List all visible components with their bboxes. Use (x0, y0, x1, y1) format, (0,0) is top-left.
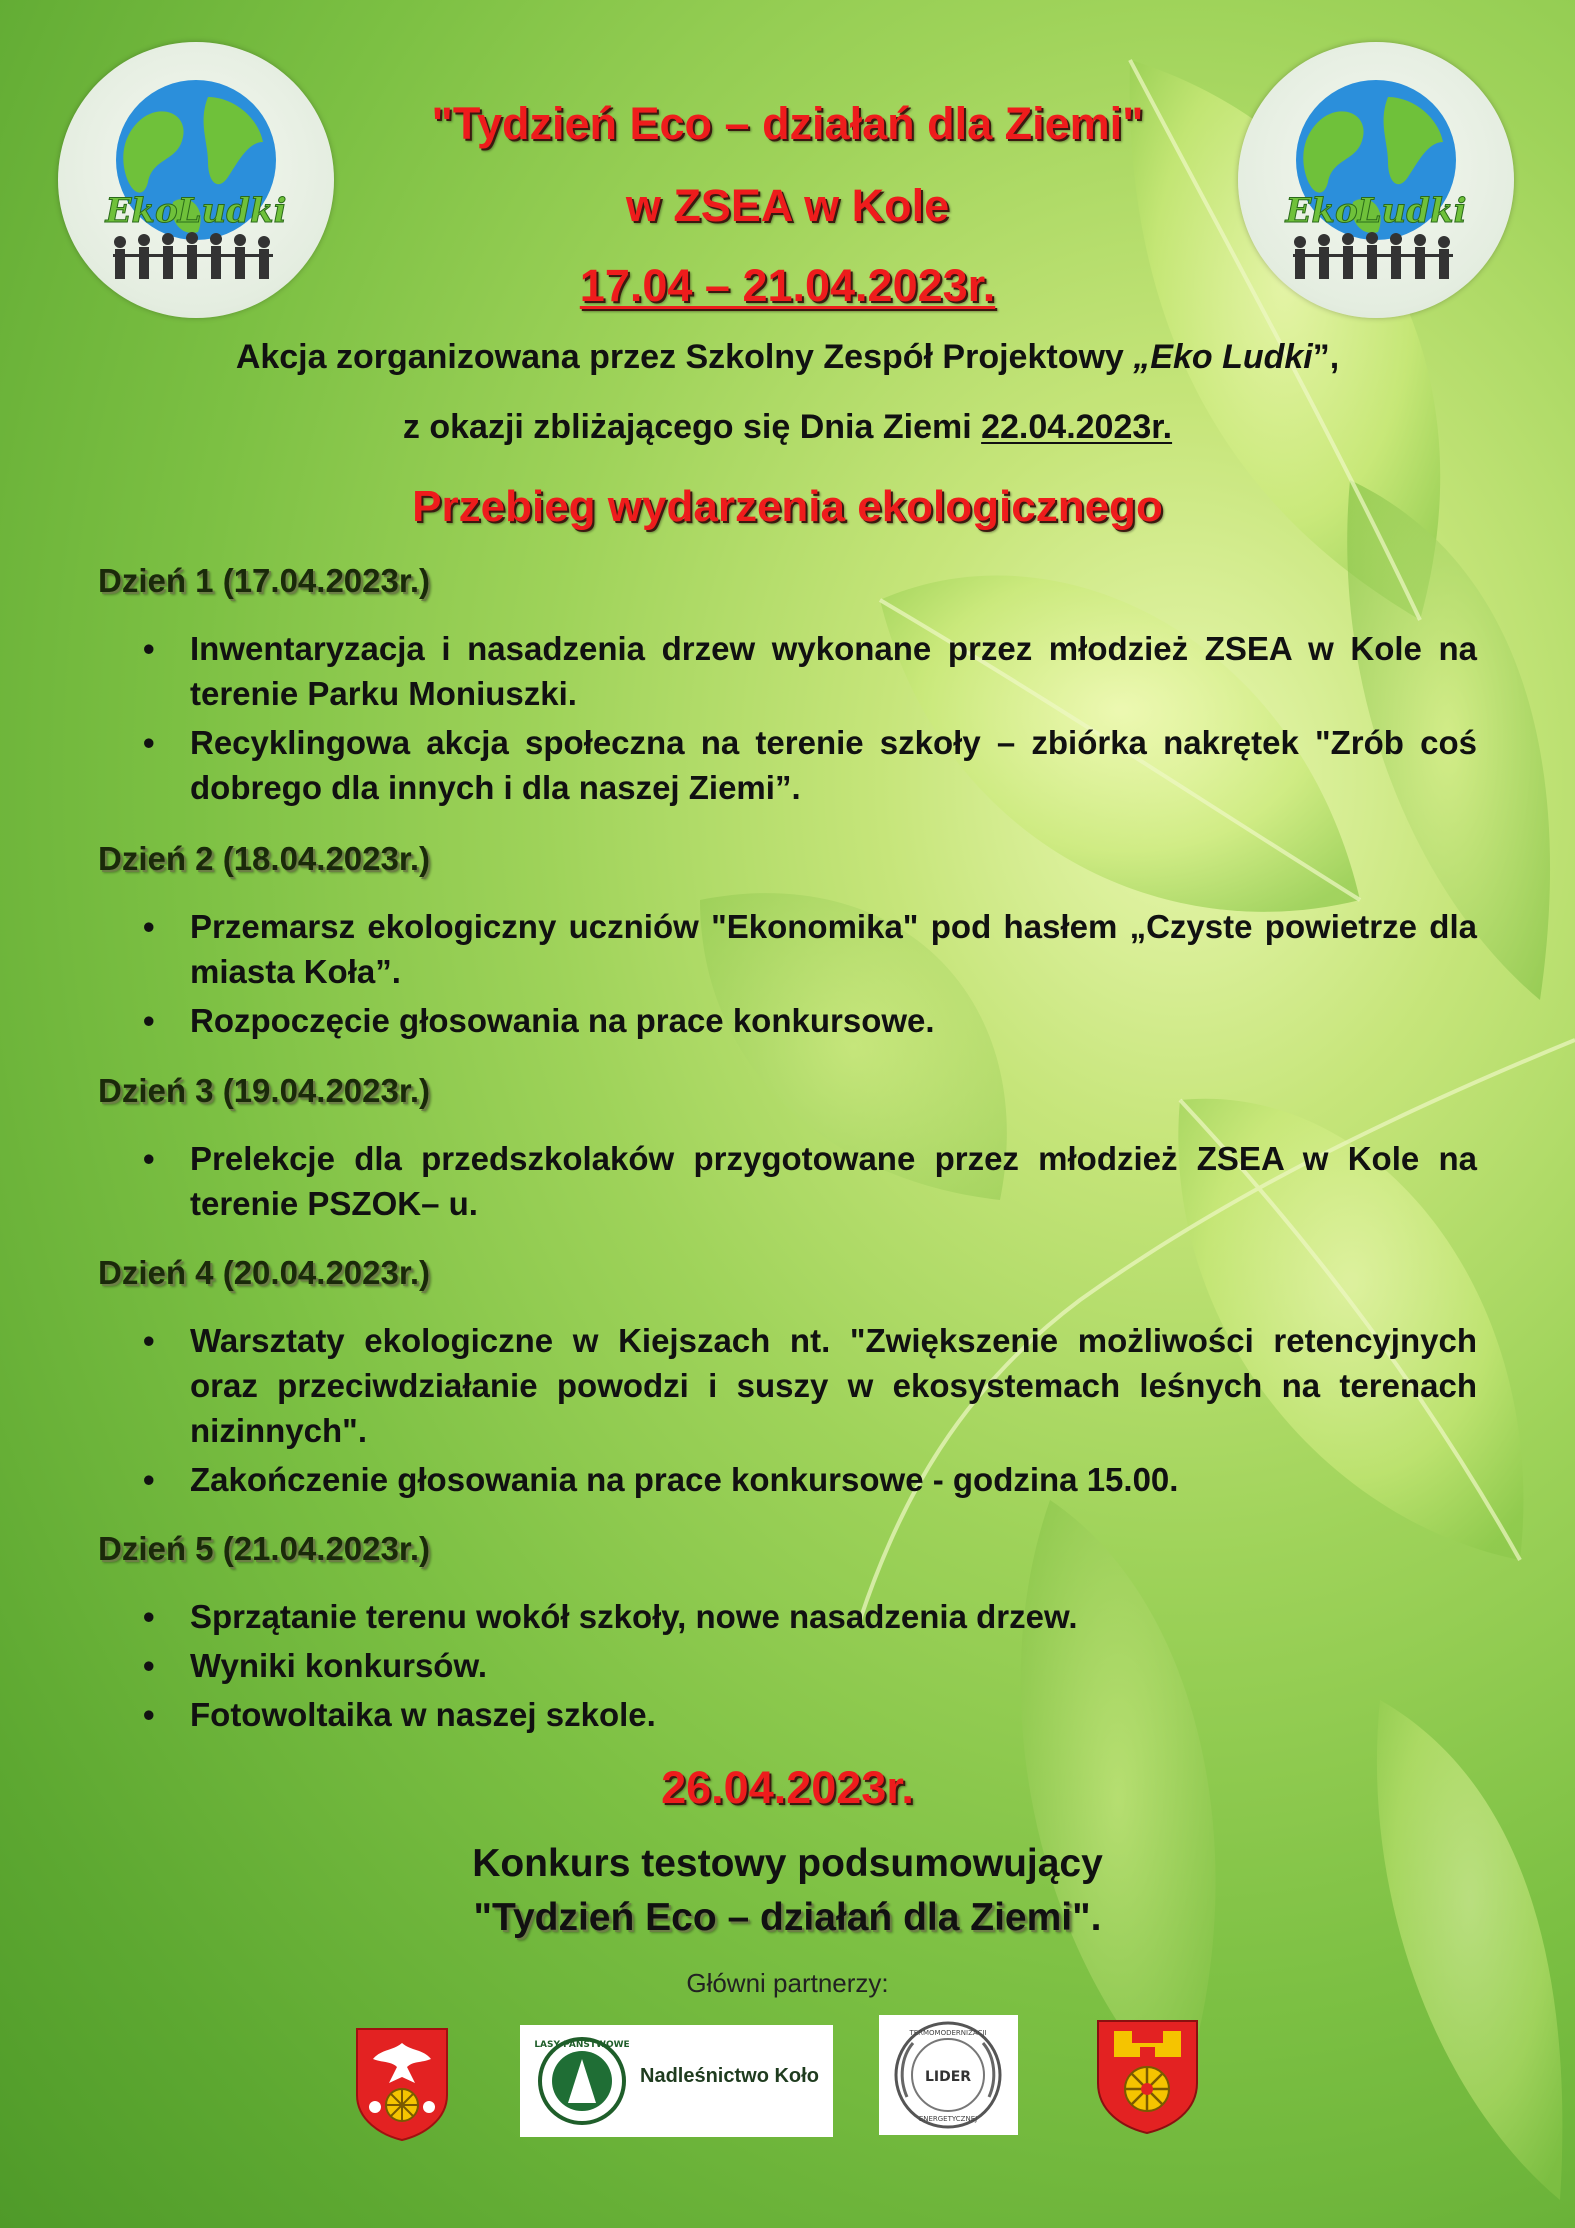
event-title: "Tydzień Eco – działań dla Ziemi" (431, 98, 1144, 149)
event-dates (0, 260, 1575, 312)
intro-line-1 (0, 338, 1575, 377)
quote-close: ". (1072, 1896, 1102, 1939)
final-line-1: Konkurs testowy podsumowujący (472, 1842, 1103, 1885)
svg-text:TERMOMODERNIZACJI: TERMOMODERNIZACJI (909, 2029, 987, 2037)
nadlesnictwo-name: Nadleśnictwo Koło (640, 2065, 819, 2087)
lider-termomodernizacji-logo (879, 2015, 1018, 2135)
final-event-title: Tydzień Eco – działań dla Ziemi (492, 1896, 1073, 1939)
day-5-list (140, 1594, 1477, 1741)
day-1-list (140, 626, 1477, 814)
day-4-heading: Dzień 4 (20.04.2023r.) (98, 1254, 431, 1291)
list-item: • Rozpoczęcie głosowania na prace konkursowe. (140, 998, 1477, 1043)
list-item: • Recyklingowa akcja społeczna na terenie szkoły – zbiórka nakrętek "Zrób coś dobrego dla innych i dla naszej Ziemi”. (140, 720, 1477, 810)
section-title: Przebieg wydarzenia ekologicznego (412, 482, 1163, 531)
day-3-heading: Dzień 3 (19.04.2023r.) (98, 1072, 431, 1109)
project-team-name: „Eko Ludki (1133, 338, 1313, 376)
day-2-heading: Dzień 2 (18.04.2023r.) (98, 840, 431, 877)
earth-day-date: 22.04.2023r. (981, 408, 1173, 446)
svg-text:ENERGETYCZNEJ: ENERGETYCZNEJ (918, 2115, 978, 2123)
quote-open: " (473, 1896, 493, 1939)
day-4-list (140, 1318, 1477, 1506)
list-item: • Warsztaty ekologiczne w Kiejszach nt. "Zwiększenie możliwości retencyjnych oraz przeciwdziałanie powodzi i suszy w ekosystemach leśnych na terenach nizinnych". (140, 1318, 1477, 1453)
day-2-list (140, 904, 1477, 1047)
list-item: • Sprzątanie terenu wokół szkoły, nowe nasadzenia drzew. (140, 1594, 1477, 1639)
list-item: • Zakończenie głosowania na prace konkursowe - godzina 15.00. (140, 1457, 1477, 1502)
event-subtitle: w ZSEA w Kole (625, 180, 950, 231)
event-dates-text: 17.04 – 21.04.2023r. (579, 260, 996, 311)
list-item: • Inwentaryzacja i nasadzenia drzew wykonane przez młodzież ZSEA w Kole na terenie Parku Moniuszki. (140, 626, 1477, 716)
intro-line-2-prefix: z okazji zbliżającego się Dnia Ziemi (402, 408, 982, 446)
powiat-kolski-coat-of-arms (353, 2025, 451, 2142)
day-5-heading: Dzień 5 (21.04.2023r.) (98, 1530, 431, 1567)
intro-line-1-suffix: ”, (1312, 338, 1340, 376)
partners-label: Główni partnerzy: (686, 1968, 889, 1998)
nadlesnictwo-kolo-logo (520, 2025, 833, 2137)
svg-text:EkoLudki: EkoLudki (105, 191, 287, 231)
final-date: 26.04.2023r. (661, 1762, 914, 1813)
list-item: • Fotowoltaika w naszej szkole. (140, 1692, 1477, 1737)
kolo-city-coat-of-arms (1094, 2017, 1201, 2135)
svg-text:EkoLudki: EkoLudki (1285, 191, 1467, 231)
intro-line-1-prefix: Akcja zorganizowana przez Szkolny Zespół Projektowy (235, 338, 1134, 376)
day-3-list (140, 1136, 1477, 1230)
list-item: • Prelekcje dla przedszkolaków przygotowane przez młodzież ZSEA w Kole na terenie PSZOK– u. (140, 1136, 1477, 1226)
intro-line-2 (0, 408, 1575, 447)
day-1-heading: Dzień 1 (17.04.2023r.) (98, 562, 431, 599)
list-item: • Wyniki konkursów. (140, 1643, 1477, 1688)
list-item: • Przemarsz ekologiczny uczniów "Ekonomika" pod hasłem „Czyste powietrze dla miasta Koła”. (140, 904, 1477, 994)
svg-text:LIDER: LIDER (924, 2069, 972, 2085)
svg-text:LASY PAŃSTWOWE: LASY PAŃSTWOWE (534, 2040, 630, 2050)
final-line-2 (0, 1896, 1575, 1940)
